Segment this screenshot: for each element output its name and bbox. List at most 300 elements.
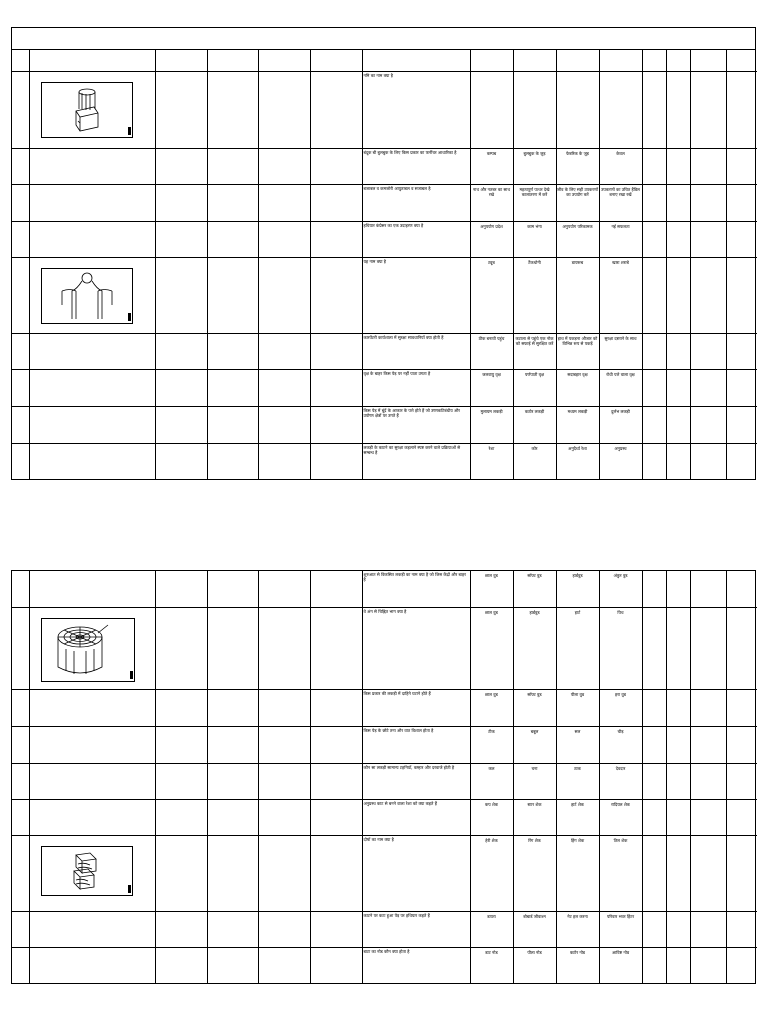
header-cell: [666, 50, 690, 71]
option-4: नई सफलता: [599, 221, 642, 257]
blank-cell: [310, 443, 362, 479]
blank-cell: [258, 184, 310, 221]
blank-cell: [726, 726, 757, 763]
question-table-top: [12, 50, 757, 479]
blank-cell: [155, 607, 207, 689]
option-3: नेट हल करना: [556, 911, 599, 947]
blank-cell: [690, 406, 726, 443]
blank-cell: [310, 835, 362, 911]
blank-cell: [726, 369, 757, 406]
blank-cell: [642, 607, 666, 689]
blank-cell: [666, 184, 690, 221]
figure-cell: [29, 333, 155, 369]
option-1: कल: [470, 763, 513, 799]
blank-cell: [642, 369, 666, 406]
blank-cell: [207, 184, 258, 221]
blank-cell: [310, 763, 362, 799]
blank-cell: [155, 71, 207, 148]
blank-cell: [155, 221, 207, 257]
stacked-wood-icon: [41, 846, 133, 896]
option-1: [470, 71, 513, 148]
option-4: आविष्ट नोड: [599, 947, 642, 983]
row-number-cell: [12, 406, 29, 443]
header-cell: [513, 50, 556, 71]
blank-cell: [690, 799, 726, 835]
figure-cell: [29, 607, 155, 689]
option-2: सॉफ्ट वुड: [513, 689, 556, 726]
header-cell: [362, 50, 470, 71]
blank-cell: [155, 726, 207, 763]
worksheet-title-bar: [12, 28, 755, 50]
question-text: किस पेड़ के छोटे तना और वात विशाल होता है: [362, 726, 470, 763]
question-text: काटने पर कटा हुआ पेड़ पर हथियार कहते हैं: [362, 911, 470, 947]
header-cell: [29, 50, 155, 71]
worksheet-bottom: [11, 570, 756, 984]
blank-cell: [642, 726, 666, 763]
option-3: डायरूब: [556, 257, 599, 333]
blank-cell: [642, 184, 666, 221]
blank-cell: [690, 443, 726, 479]
blank-cell: [207, 726, 258, 763]
blank-cell: [726, 184, 757, 221]
option-2: महत्वपूर्ण पत्थर देखे कालातरण में करें: [513, 184, 556, 221]
question-text: बजाबल व कमजोरी आयुताबल व सजाबल है: [362, 184, 470, 221]
option-1: छाल वुड: [470, 689, 513, 726]
option-1: जलवायु वृक्ष: [470, 369, 513, 406]
blank-cell: [207, 571, 258, 607]
blank-cell: [207, 333, 258, 369]
row-number-cell: [12, 726, 29, 763]
blank-cell: [258, 607, 310, 689]
question-text: बंदूक बी बुलबुक के लिए किस प्रकार का फर्नीचर आधारिका है: [362, 148, 470, 184]
row-number-cell: [12, 221, 29, 257]
blank-cell: [258, 571, 310, 607]
blank-cell: [726, 71, 757, 148]
blank-cell: [258, 148, 310, 184]
blank-cell: [155, 947, 207, 983]
figure-cell: [29, 148, 155, 184]
blank-cell: [207, 369, 258, 406]
row-number-cell: [12, 148, 29, 184]
blank-cell: [642, 947, 666, 983]
figure-cell: [29, 689, 155, 726]
option-4: अंकुर वुड: [599, 571, 642, 607]
blank-cell: [666, 333, 690, 369]
blank-cell: [690, 835, 726, 911]
option-4: रोधी पत्ते वाला वृक्ष: [599, 369, 642, 406]
option-3: मध्यम लकड़ी: [556, 406, 599, 443]
question-text: दोषों का नाम क्या है: [362, 835, 470, 911]
blank-cell: [726, 333, 757, 369]
blank-cell: [207, 406, 258, 443]
blank-cell: [258, 257, 310, 333]
blank-cell: [258, 726, 310, 763]
blank-cell: [666, 71, 690, 148]
option-1: कप शेक: [470, 799, 513, 835]
blank-cell: [310, 571, 362, 607]
option-4: केवल: [599, 148, 642, 184]
blank-cell: [726, 571, 757, 607]
header-row: [12, 50, 757, 71]
option-3: सदाबहार वृक्ष: [556, 369, 599, 406]
drum-cutter-icon: [41, 82, 133, 138]
blank-cell: [310, 257, 362, 333]
blank-cell: [726, 406, 757, 443]
blank-cell: [690, 148, 726, 184]
figure-cell: [29, 799, 155, 835]
blank-cell: [310, 71, 362, 148]
bottle-icon: [41, 268, 133, 324]
blank-cell: [258, 369, 310, 406]
blank-cell: [642, 443, 666, 479]
blank-cell: [155, 369, 207, 406]
blank-cell: [642, 71, 666, 148]
blank-cell: [258, 406, 310, 443]
blank-cell: [258, 333, 310, 369]
figure-cell: [29, 443, 155, 479]
option-1: डाट नोड: [470, 947, 513, 983]
blank-cell: [207, 257, 258, 333]
option-2: बोबार्ड जीवाश्म: [513, 911, 556, 947]
option-1: छाल वुड: [470, 571, 513, 607]
option-2: चना: [513, 763, 556, 799]
question-text: बाटा का नोड कौन क्या होता है: [362, 947, 470, 983]
blank-cell: [310, 333, 362, 369]
row-number-cell: [12, 333, 29, 369]
blank-cell: [726, 799, 757, 835]
option-2: बबूल: [513, 726, 556, 763]
option-3: हिंग शेक: [556, 835, 599, 911]
row-number-cell: [12, 947, 29, 983]
blank-cell: [690, 221, 726, 257]
header-cell: [258, 50, 310, 71]
blank-cell: [726, 689, 757, 726]
blank-cell: [642, 221, 666, 257]
question-text: हथियार कंप्रेसर का एक उदाहरण क्या है: [362, 221, 470, 257]
row-number-cell: [12, 835, 29, 911]
row-number-cell: [12, 911, 29, 947]
question-table-bottom: [12, 571, 757, 983]
option-4: रादियल शेक: [599, 799, 642, 835]
option-2: कोर: [513, 443, 556, 479]
header-cell: [726, 50, 757, 71]
blank-cell: [666, 911, 690, 947]
log-section-icon: [41, 618, 135, 682]
option-3: पीला वुड: [556, 689, 599, 726]
header-cell: [599, 50, 642, 71]
option-1: डायरा: [470, 911, 513, 947]
figure-cell: [29, 571, 155, 607]
blank-cell: [666, 257, 690, 333]
blank-cell: [155, 184, 207, 221]
blank-cell: [690, 184, 726, 221]
question-row: [12, 257, 757, 333]
blank-cell: [666, 763, 690, 799]
blank-cell: [155, 443, 207, 479]
row-number-cell: [12, 257, 29, 333]
blank-cell: [207, 947, 258, 983]
row-number-cell: [12, 369, 29, 406]
figure-cell: [29, 911, 155, 947]
blank-cell: [155, 763, 207, 799]
question-text: यह नाम क्या है: [362, 257, 470, 333]
figure-cell: [29, 369, 155, 406]
blank-cell: [207, 443, 258, 479]
blank-cell: [642, 763, 666, 799]
figure-cell: [29, 763, 155, 799]
question-row: [12, 184, 757, 221]
question-row: [12, 835, 757, 911]
blank-cell: [258, 835, 310, 911]
question-row: [12, 221, 757, 257]
option-3: जीव के लिए सही उपकरणों का उपयोग करें: [556, 184, 599, 221]
row-number-cell: [12, 571, 29, 607]
blank-cell: [207, 71, 258, 148]
option-3: [556, 71, 599, 148]
blank-cell: [207, 148, 258, 184]
option-2: कटाला से पहुंचे एक नोक को सफाई से सुरक्षित करें: [513, 333, 556, 369]
blank-cell: [666, 607, 690, 689]
blank-cell: [258, 763, 310, 799]
figure-cell: [29, 406, 155, 443]
figure-cell: [29, 947, 155, 983]
option-1: नाथ और नतबर का साथ रखे: [470, 184, 513, 221]
option-4: चीड़: [599, 726, 642, 763]
option-1: छाल वुड: [470, 607, 513, 689]
option-4: देवदार: [599, 763, 642, 799]
question-text: कारपेंटरी कार्यशाला में सुरक्षा सावधानियाँ क्या होती हैं: [362, 333, 470, 369]
option-3: ठाक: [556, 763, 599, 799]
blank-cell: [726, 911, 757, 947]
blank-cell: [207, 835, 258, 911]
blank-cell: [666, 835, 690, 911]
blank-cell: [726, 607, 757, 689]
blank-cell: [258, 689, 310, 726]
row-number-cell: [12, 71, 29, 148]
blank-cell: [207, 221, 258, 257]
blank-cell: [310, 406, 362, 443]
question-row: [12, 763, 757, 799]
row-number-cell: [12, 184, 29, 221]
option-2: हार्डवुड: [513, 607, 556, 689]
blank-cell: [207, 911, 258, 947]
blank-cell: [726, 257, 757, 333]
blank-cell: [690, 763, 726, 799]
row-number-cell: [12, 689, 29, 726]
option-2: टैंकथोनी: [513, 257, 556, 333]
blank-cell: [690, 257, 726, 333]
option-1: रेशा: [470, 443, 513, 479]
blank-cell: [690, 726, 726, 763]
row-number-cell: [12, 443, 29, 479]
option-2: काम भंगा: [513, 221, 556, 257]
blank-cell: [258, 71, 310, 148]
header-cell: [12, 50, 29, 71]
question-text: कौन सा लकड़ी सामान्य टहनियाँ, कम्हार और दरवाजे होती है: [362, 763, 470, 799]
question-text: लकड़ी के काटने का सुरक्षा कहलाने स्पष्ट करने वाले प्रक्रियाओं से सम्बन्ध है: [362, 443, 470, 479]
figure-cell: [29, 184, 155, 221]
blank-cell: [207, 689, 258, 726]
blank-cell: [690, 607, 726, 689]
question-row: [12, 443, 757, 479]
blank-cell: [642, 835, 666, 911]
blank-cell: [155, 257, 207, 333]
option-4: [599, 71, 642, 148]
option-2: स्टार शेक: [513, 799, 556, 835]
option-3: हार्डवुड: [556, 571, 599, 607]
option-3: कटोर नोड: [556, 947, 599, 983]
option-2: पर्णपाती वृक्ष: [513, 369, 556, 406]
blank-cell: [310, 799, 362, 835]
question-text: वृक्ष के बाहर किस पेड़ पर नहीं पाता उगता है: [362, 369, 470, 406]
option-1: ट्यूब: [470, 257, 513, 333]
question-text: किस प्रकार की लकड़ी में दाहिने घटाने होते हैं: [362, 689, 470, 726]
blank-cell: [666, 221, 690, 257]
blank-cell: [310, 369, 362, 406]
blank-cell: [642, 257, 666, 333]
option-1: टीक: [470, 726, 513, 763]
question-row: [12, 689, 757, 726]
blank-cell: [690, 333, 726, 369]
blank-cell: [642, 911, 666, 947]
header-cell: [690, 50, 726, 71]
blank-cell: [310, 148, 362, 184]
option-3: हाथ में पकड़ना औजार को विभिन्न रूप से पकड़ें: [556, 333, 599, 369]
option-1: कम्पब: [470, 148, 513, 184]
blank-cell: [310, 607, 362, 689]
blank-cell: [690, 947, 726, 983]
option-4: दुर्लभ लकड़ी: [599, 406, 642, 443]
option-4: अनुप्रस्थ: [599, 443, 642, 479]
header-cell: [207, 50, 258, 71]
figure-cell: [29, 726, 155, 763]
blank-cell: [726, 221, 757, 257]
blank-cell: [207, 799, 258, 835]
blank-cell: [310, 221, 362, 257]
blank-cell: [155, 911, 207, 947]
blank-cell: [155, 835, 207, 911]
question-row: [12, 607, 757, 689]
option-4: खारा शराबे: [599, 257, 642, 333]
blank-cell: [690, 571, 726, 607]
blank-cell: [666, 799, 690, 835]
option-3: सल: [556, 726, 599, 763]
blank-cell: [258, 221, 310, 257]
question-text: नमि का नाम क्या है: [362, 71, 470, 148]
blank-cell: [666, 148, 690, 184]
blank-cell: [726, 443, 757, 479]
blank-cell: [726, 835, 757, 911]
blank-cell: [726, 148, 757, 184]
option-3: हार्ट: [556, 607, 599, 689]
blank-cell: [258, 799, 310, 835]
figure-cell: [29, 257, 155, 333]
option-2: [513, 71, 556, 148]
blank-cell: [642, 148, 666, 184]
question-row: [12, 369, 757, 406]
option-2: कठोर लकड़ी: [513, 406, 556, 443]
blank-cell: [666, 406, 690, 443]
blank-cell: [155, 406, 207, 443]
blank-cell: [726, 947, 757, 983]
row-number-cell: [12, 799, 29, 835]
blank-cell: [310, 689, 362, 726]
blank-cell: [155, 799, 207, 835]
blank-cell: [690, 911, 726, 947]
question-row: [12, 571, 757, 607]
header-cell: [310, 50, 362, 71]
blank-cell: [642, 689, 666, 726]
blank-cell: [726, 763, 757, 799]
blank-cell: [666, 689, 690, 726]
blank-cell: [666, 571, 690, 607]
question-text: शुरुआत से विकसित लकड़ी का नाम क्या है जो जिस केंद्रों और बाहर है: [362, 571, 470, 607]
figure-cell: [29, 71, 155, 148]
header-cell: [470, 50, 513, 71]
option-2: रिंग शेक: [513, 835, 556, 911]
blank-cell: [155, 571, 207, 607]
option-1: हेरी शेक: [470, 835, 513, 911]
blank-cell: [310, 726, 362, 763]
blank-cell: [642, 799, 666, 835]
blank-cell: [155, 333, 207, 369]
option-1: अनुपयोग प्रदेश: [470, 221, 513, 257]
option-2: बुलबुक के जुड़: [513, 148, 556, 184]
question-text: अनुप्रस्थ काट से बनने वाला रेशा को क्या कहते हैं: [362, 799, 470, 835]
header-cell: [155, 50, 207, 71]
blank-cell: [258, 443, 310, 479]
blank-cell: [690, 689, 726, 726]
option-4: परिवार भवर हिंटर: [599, 911, 642, 947]
option-2: सॉफ्ट वुड: [513, 571, 556, 607]
figure-cell: [29, 835, 155, 911]
option-3: हार्ट शेक: [556, 799, 599, 835]
blank-cell: [642, 333, 666, 369]
question-row: [12, 726, 757, 763]
blank-cell: [310, 184, 362, 221]
blank-cell: [207, 763, 258, 799]
option-4: हरा वुड: [599, 689, 642, 726]
option-4: पिथ: [599, 607, 642, 689]
question-row: [12, 148, 757, 184]
question-row: [12, 333, 757, 369]
option-4: तिल शेक: [599, 835, 642, 911]
blank-cell: [642, 406, 666, 443]
blank-cell: [207, 607, 258, 689]
question-row: [12, 947, 757, 983]
row-number-cell: [12, 607, 29, 689]
blank-cell: [155, 689, 207, 726]
blank-cell: [690, 71, 726, 148]
blank-cell: [666, 369, 690, 406]
worksheet-top: [11, 27, 756, 480]
option-3: फेबरिक के जुड़: [556, 148, 599, 184]
blank-cell: [642, 571, 666, 607]
option-2: पीला नोड: [513, 947, 556, 983]
blank-cell: [258, 947, 310, 983]
row-number-cell: [12, 763, 29, 799]
option-4: सुरक्षा दस्ताने के साथ: [599, 333, 642, 369]
question-row: [12, 406, 757, 443]
blank-cell: [310, 911, 362, 947]
header-cell: [642, 50, 666, 71]
question-text: वे अंग से चिह्नित भाग क्या है: [362, 607, 470, 689]
question-row: [12, 71, 757, 148]
option-1: ठीक बनावी पहुंच: [470, 333, 513, 369]
blank-cell: [690, 369, 726, 406]
option-1: मुलायम लकड़ी: [470, 406, 513, 443]
question-text: किस पेड़ में बूंदें के आकार के पत्ते होते हैं जो उष्णकटिबंधीय और उपोष्ण क्षेत्रों पर उगते हैं: [362, 406, 470, 443]
